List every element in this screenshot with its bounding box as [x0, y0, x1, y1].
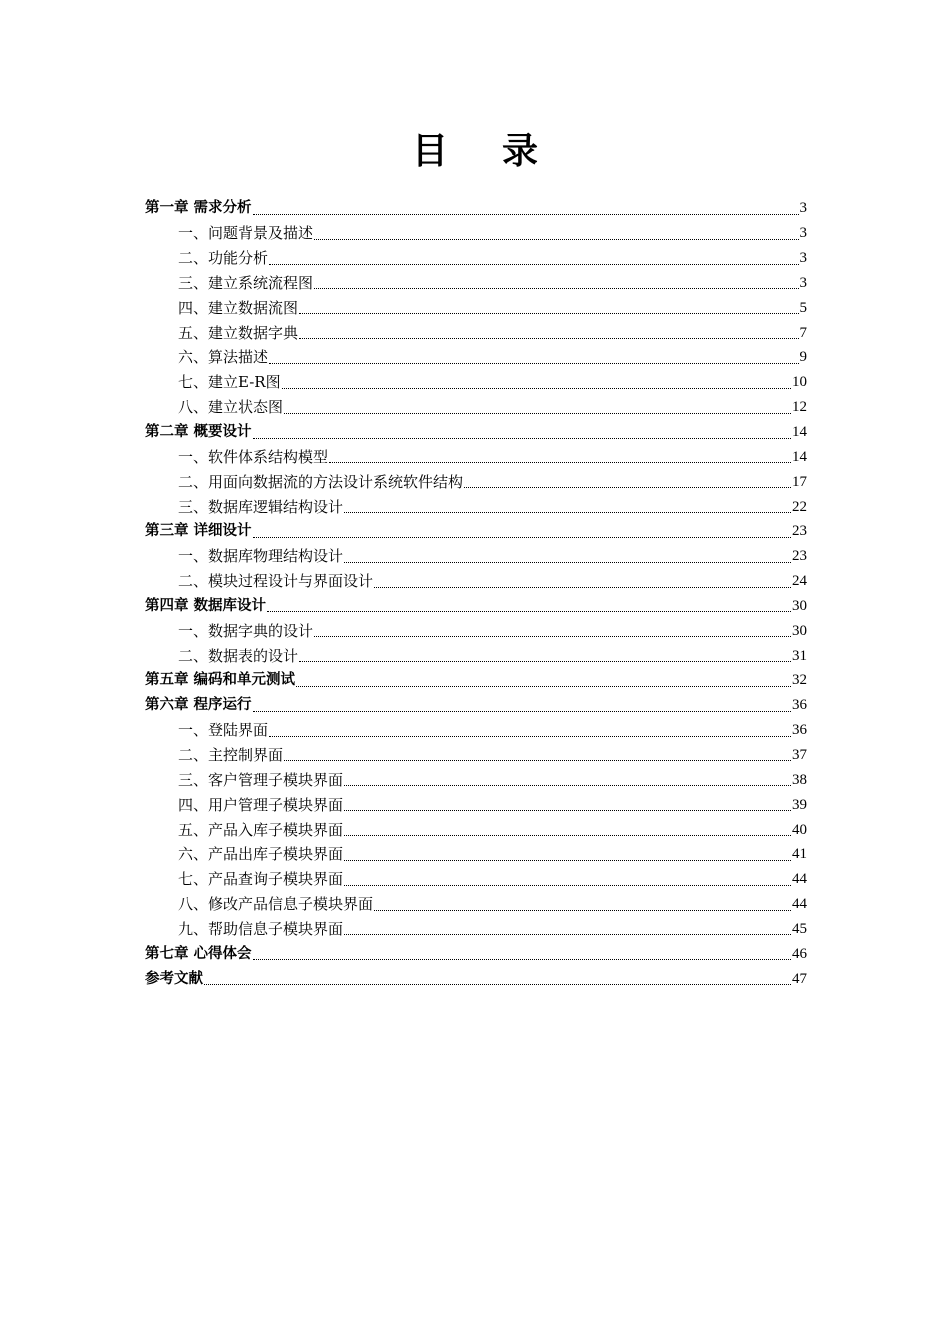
toc-page-number: 32	[792, 672, 807, 689]
toc-section-entry[interactable]	[145, 320, 807, 345]
toc-entry-title: 三、客户管理子模块界面	[178, 770, 344, 789]
toc-entry-title: 第二章 概要设计	[145, 424, 252, 441]
toc-section-entry[interactable]	[145, 370, 807, 395]
toc-entry-title: 第一章 需求分析	[145, 200, 252, 217]
toc-page-number: 3	[799, 200, 807, 217]
toc-chapter-entry[interactable]	[145, 941, 807, 966]
toc-page-number: 36	[792, 722, 807, 739]
dot-leader	[284, 413, 791, 414]
toc-page-number: 14	[792, 448, 807, 465]
dot-leader	[299, 313, 798, 314]
toc-page-number: 12	[792, 399, 807, 416]
toc-entry-title: 七、产品查询子模块界面	[178, 870, 344, 889]
dot-leader	[253, 537, 791, 538]
toc-entry-title: 第六章 程序运行	[145, 697, 252, 714]
toc-chapter-entry[interactable]	[145, 196, 807, 221]
toc-page-number: 44	[792, 896, 807, 913]
toc-page-number: 3	[799, 250, 807, 267]
toc-entry-title: 三、数据库逻辑结构设计	[178, 497, 344, 516]
toc-entry-title: 一、数据库物理结构设计	[178, 547, 344, 566]
toc-page-number: 47	[792, 970, 807, 987]
toc-section-entry[interactable]	[145, 892, 807, 917]
toc-page-number: 41	[792, 846, 807, 863]
toc-entry-title: 一、软件体系结构模型	[178, 447, 329, 466]
dot-leader	[344, 512, 791, 513]
toc-section-entry[interactable]	[145, 345, 807, 370]
dot-leader	[269, 264, 798, 265]
toc-section-entry[interactable]	[145, 792, 807, 817]
toc-section-entry[interactable]	[145, 618, 807, 643]
dot-leader	[374, 910, 791, 911]
dot-leader	[344, 785, 791, 786]
toc-entry-title: 第四章 数据库设计	[145, 597, 267, 614]
dot-leader	[296, 686, 791, 687]
toc-page-number: 23	[792, 548, 807, 565]
dot-leader	[374, 587, 791, 588]
toc-entry-title: 五、产品入库子模块界面	[178, 820, 344, 839]
dot-leader	[253, 959, 791, 960]
toc-page-number: 7	[799, 324, 807, 341]
toc-entry-title: 二、数据表的设计	[178, 646, 299, 665]
toc-page-number: 5	[799, 299, 807, 316]
toc-entry-title: 七、建立E-R图	[178, 373, 281, 392]
dot-leader	[329, 462, 791, 463]
toc-entry-title: 五、建立数据字典	[178, 323, 299, 342]
title-char-1: 目	[411, 131, 448, 172]
dot-leader	[269, 363, 798, 364]
dot-leader	[284, 760, 791, 761]
table-of-contents	[145, 196, 807, 991]
toc-page-number: 37	[792, 746, 807, 763]
dot-leader	[344, 810, 791, 811]
toc-page-number: 44	[792, 871, 807, 888]
dot-leader	[344, 835, 791, 836]
toc-entry-title: 八、修改产品信息子模块界面	[178, 895, 374, 914]
toc-page-number: 24	[792, 573, 807, 590]
toc-section-entry[interactable]	[145, 221, 807, 246]
toc-entry-title: 一、问题背景及描述	[178, 224, 314, 243]
toc-section-entry[interactable]	[145, 916, 807, 941]
dot-leader	[344, 934, 791, 935]
toc-entry-title: 参考文献	[145, 970, 203, 987]
dot-leader	[253, 711, 791, 712]
toc-section-entry[interactable]	[145, 395, 807, 420]
dot-leader	[299, 661, 791, 662]
toc-entry-title: 四、用户管理子模块界面	[178, 795, 344, 814]
toc-page-number: 45	[792, 920, 807, 937]
toc-chapter-entry[interactable]	[145, 420, 807, 445]
dot-leader	[344, 885, 791, 886]
toc-section-entry[interactable]	[145, 444, 807, 469]
dot-leader	[314, 239, 798, 240]
toc-section-entry[interactable]	[145, 842, 807, 867]
toc-entry-title: 二、主控制界面	[178, 745, 284, 764]
toc-entry-title: 四、建立数据流图	[178, 298, 299, 317]
toc-entry-title: 二、功能分析	[178, 249, 269, 268]
dot-leader	[282, 388, 791, 389]
dot-leader	[204, 984, 791, 985]
page-title	[0, 126, 950, 178]
toc-entry-title: 三、建立系统流程图	[178, 273, 314, 292]
toc-page-number: 17	[792, 473, 807, 490]
toc-chapter-entry[interactable]	[145, 519, 807, 544]
toc-page-number: 22	[792, 498, 807, 515]
dot-leader	[299, 338, 798, 339]
toc-entry-title: 第五章 编码和单元测试	[145, 672, 296, 689]
dot-leader	[314, 636, 791, 637]
toc-page-number: 23	[792, 523, 807, 540]
toc-section-entry[interactable]	[145, 569, 807, 594]
toc-chapter-entry[interactable]	[145, 594, 807, 619]
toc-entry-title: 六、算法描述	[178, 348, 269, 367]
toc-entry-title: 第三章 详细设计	[145, 523, 252, 540]
toc-section-entry[interactable]	[145, 743, 807, 768]
toc-section-entry[interactable]	[145, 494, 807, 519]
toc-section-entry[interactable]	[145, 718, 807, 743]
toc-section-entry[interactable]	[145, 643, 807, 668]
toc-entry-title: 第七章 心得体会	[145, 945, 252, 962]
toc-section-entry[interactable]	[145, 246, 807, 271]
toc-page-number: 10	[792, 374, 807, 391]
dot-leader	[253, 214, 799, 215]
toc-page-number: 46	[792, 945, 807, 962]
toc-chapter-entry[interactable]	[145, 966, 807, 991]
toc-page-number: 30	[792, 622, 807, 639]
toc-section-entry[interactable]	[145, 469, 807, 494]
toc-entry-title: 六、产品出库子模块界面	[178, 845, 344, 864]
dot-leader	[253, 438, 791, 439]
dot-leader	[314, 288, 798, 289]
toc-chapter-entry[interactable]	[145, 668, 807, 693]
title-char-2: 录	[502, 131, 539, 172]
toc-page-number: 9	[799, 349, 807, 366]
dot-leader	[344, 860, 791, 861]
dot-leader	[464, 487, 791, 488]
toc-entry-title: 二、用面向数据流的方法设计系统软件结构	[178, 472, 464, 491]
toc-page-number: 31	[792, 647, 807, 664]
dot-leader	[267, 611, 791, 612]
toc-entry-title: 八、建立状态图	[178, 398, 284, 417]
toc-section-entry[interactable]	[145, 817, 807, 842]
toc-section-entry[interactable]	[145, 867, 807, 892]
toc-section-entry[interactable]	[145, 271, 807, 296]
dot-leader	[269, 736, 791, 737]
toc-section-entry[interactable]	[145, 767, 807, 792]
toc-page-number: 14	[792, 424, 807, 441]
toc-page-number: 36	[792, 697, 807, 714]
toc-page-number: 39	[792, 796, 807, 813]
toc-page-number: 40	[792, 821, 807, 838]
toc-entry-title: 一、登陆界面	[178, 721, 269, 740]
toc-page-number: 3	[799, 225, 807, 242]
toc-page-number: 30	[792, 597, 807, 614]
toc-entry-title: 二、模块过程设计与界面设计	[178, 572, 374, 591]
toc-section-entry[interactable]	[145, 544, 807, 569]
toc-page-number: 38	[792, 771, 807, 788]
toc-chapter-entry[interactable]	[145, 693, 807, 718]
toc-page-number: 3	[799, 274, 807, 291]
toc-section-entry[interactable]	[145, 295, 807, 320]
toc-entry-title: 一、数据字典的设计	[178, 621, 314, 640]
toc-entry-title: 九、帮助信息子模块界面	[178, 919, 344, 938]
dot-leader	[344, 562, 791, 563]
